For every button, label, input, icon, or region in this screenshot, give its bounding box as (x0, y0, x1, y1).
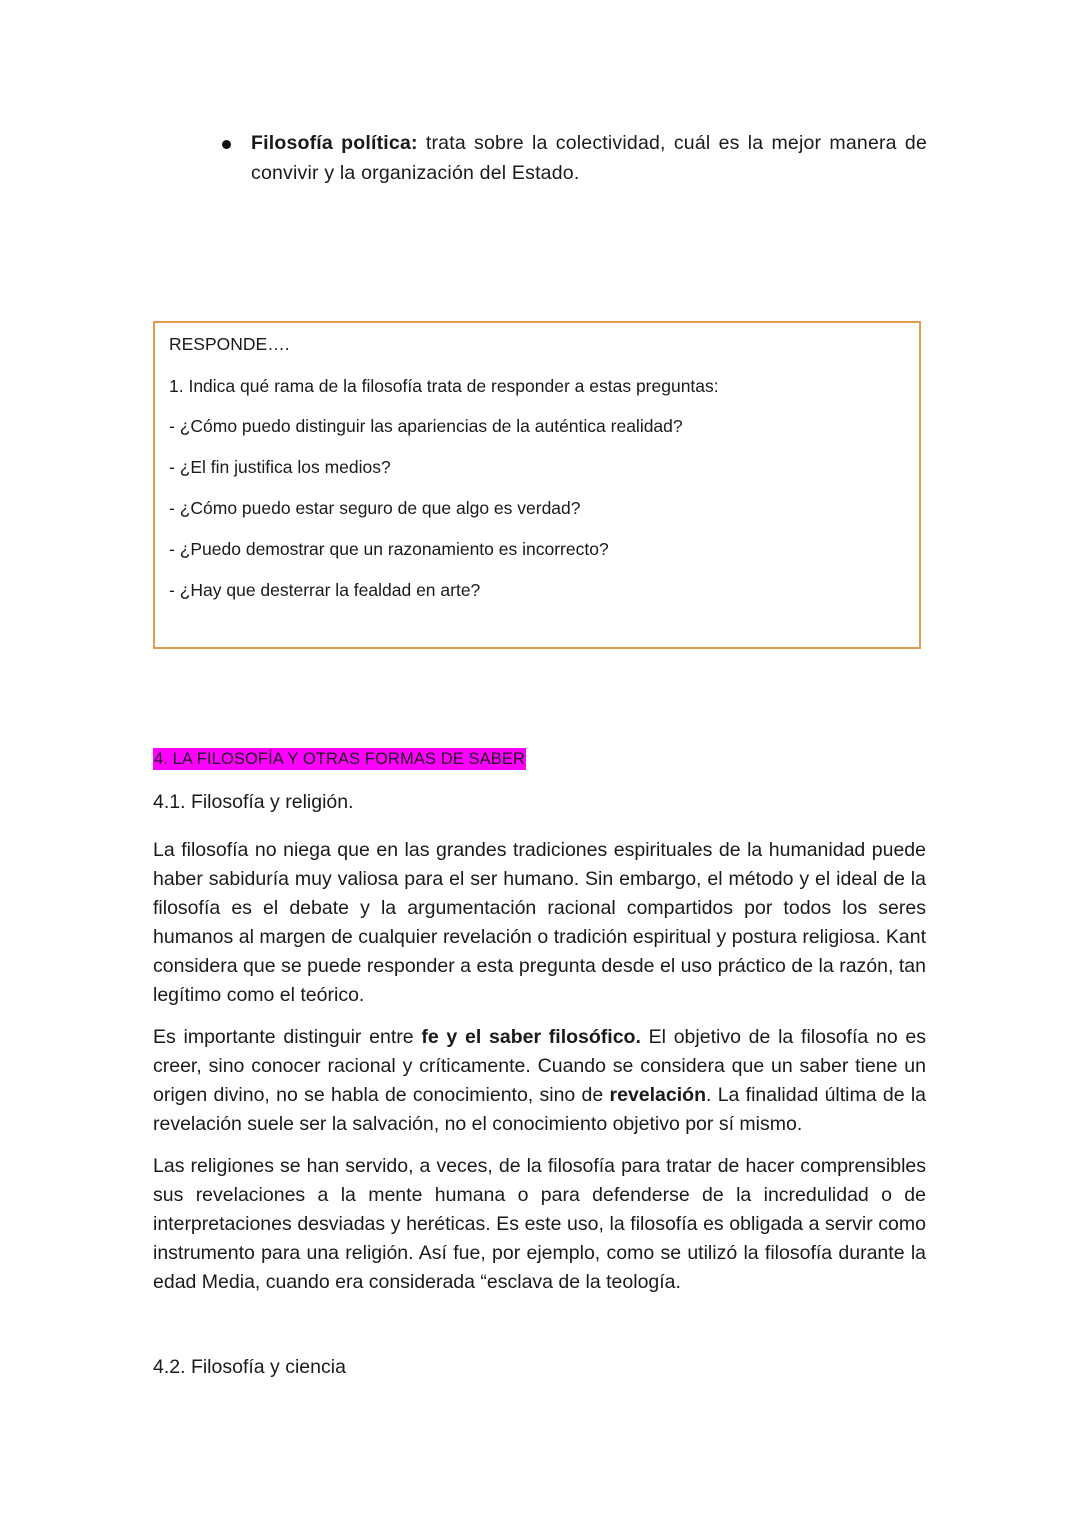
paragraph-2-bold-fe: fe y el saber filosófico. (421, 1026, 641, 1048)
responde-question: 1. Indica qué rama de la filosofía trata de responder a estas preguntas: (169, 376, 719, 396)
paragraph-2 (153, 1023, 926, 1139)
paragraph-2-text-a: Es importante distinguir entre (153, 1026, 422, 1048)
paragraph-2-bold-revelacion: revelación (609, 1084, 706, 1106)
paragraph-3: Las religiones se han servido, a veces, de la filosofía para tratar de hacer comprensibles sus revelaciones a la mente humana o para defenderse de la incredulidad o de interpretaciones desviadas y heréticas. Es este uso, la filosofía es obligada a servir como instrumento para una religión. Así fue, por ejemplo, como se utilizó la filosofía durante la edad Media, cuando era considerada “esclava de la teología. (153, 1155, 926, 1293)
paragraph-2-text-c: El objetivo de la filosofía no es creer, sino conocer racional y críticamente. Cuando se considera que un saber tiene un origen divino, no se habla de conocimiento, sino de (153, 1026, 926, 1106)
bullet-description: trata sobre la colectividad, cuál es la mejor manera de convivir y la organización del Estado. (251, 132, 927, 184)
bullet-icon (222, 140, 231, 149)
responde-title: RESPONDE…. (169, 334, 290, 354)
paragraph-1: La filosofía no niega que en las grandes tradiciones espirituales de la humanidad puede haber sabiduría muy valiosa para el ser humano. Sin embargo, el método y el ideal de la filosofía es el debate y la argumentación racional compartidos por todos los seres humanos al margen de cualquier revelación o tradición espiritual y postura religiosa. Kant considera que se puede responder a esta pregunta desde el uso práctico de la razón, tan legítimo como el teórico. (153, 839, 926, 1006)
subheading-filosofia-religion: 4.1. Filosofía y religión. (153, 791, 354, 813)
responde-box (153, 321, 921, 649)
bullet-filosofia-politica (251, 128, 927, 188)
bullet-term: Filosofía política: (251, 132, 418, 154)
list-item: - ¿Cómo puedo estar seguro de que algo es verdad? (169, 498, 581, 518)
list-item: - ¿Hay que desterrar la fealdad en arte? (169, 580, 481, 600)
list-item: - ¿El fin justifica los medios? (169, 457, 391, 477)
section-heading: 4. LA FILOSOFÍA Y OTRAS FORMAS DE SABER (154, 750, 525, 768)
list-item: - ¿Puedo demostrar que un razonamiento es incorrecto? (169, 539, 609, 559)
list-item: - ¿Cómo puedo distinguir las apariencias de la auténtica realidad? (169, 416, 683, 436)
paragraph-2-text-e: . La finalidad última de la revelación suele ser la salvación, no el conocimiento objetivo por sí mismo. (153, 1084, 927, 1135)
subheading-filosofia-ciencia: 4.2. Filosofía y ciencia (153, 1356, 346, 1378)
responde-question-list (169, 415, 683, 620)
